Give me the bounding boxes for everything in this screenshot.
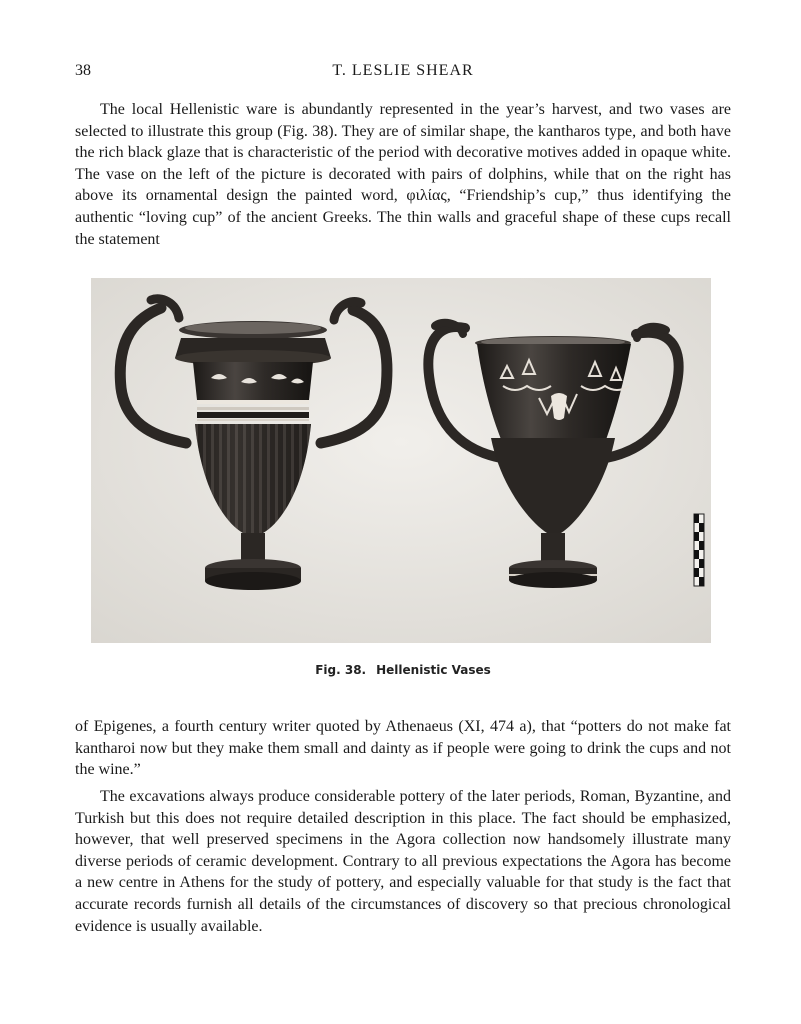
figure-label: Fig. 38. xyxy=(315,663,367,677)
paragraph-continuation: of Epigenes, a fourth century writer quoted by Athenaeus (XI, 474 a), that “potters do not make fat kantharoi now but they make them small and dainty as if people were going to drink the cups and not the wine.” xyxy=(75,718,731,779)
figure-caption xyxy=(75,663,731,677)
paragraph-later-periods: The excavations always produce considerable pottery of the later periods, Roman, Byzantine, and Turkish but this does not require detailed description in this place. The fact should be emphasized, however, that well preserved specimens in the Agora collection now handsomely illustrate many diverse periods of ceramic development. Contrary to all previous expectations the Agora has become a new centre in Athens for the study of pottery, and especially valuable for that study is the fact that accurate records furnish all details of the circumstances of discovery so that precious chronological evidence is usually available. xyxy=(75,788,731,935)
measuring-scale xyxy=(694,514,704,586)
page-header xyxy=(75,62,731,88)
page-number: 38 xyxy=(75,62,91,79)
figure-caption-text: Hellenistic Vases xyxy=(376,663,491,677)
figure-photo-hellenistic-vases xyxy=(91,278,711,643)
running-title: T. LESLIE SHEAR xyxy=(332,62,474,79)
paragraph-intro: The local Hellenistic ware is abundantly represented in the year’s harvest, and two vases are selected to illustrate this group (Fig. 38). They are of similar shape, the kantharos type, and both have the rich black glaze that is characteristic of the period with decorative motives added in opaque white. The vase on the left of the picture is decorated with pairs of dolphins, while that on the right has above its ornamental design the painted word, φιλίας, “Friendship’s cup,” thus identifying the authentic “loving cup” of the ancient Greeks. The thin walls and graceful shape of these cups recall the statement xyxy=(75,101,731,248)
